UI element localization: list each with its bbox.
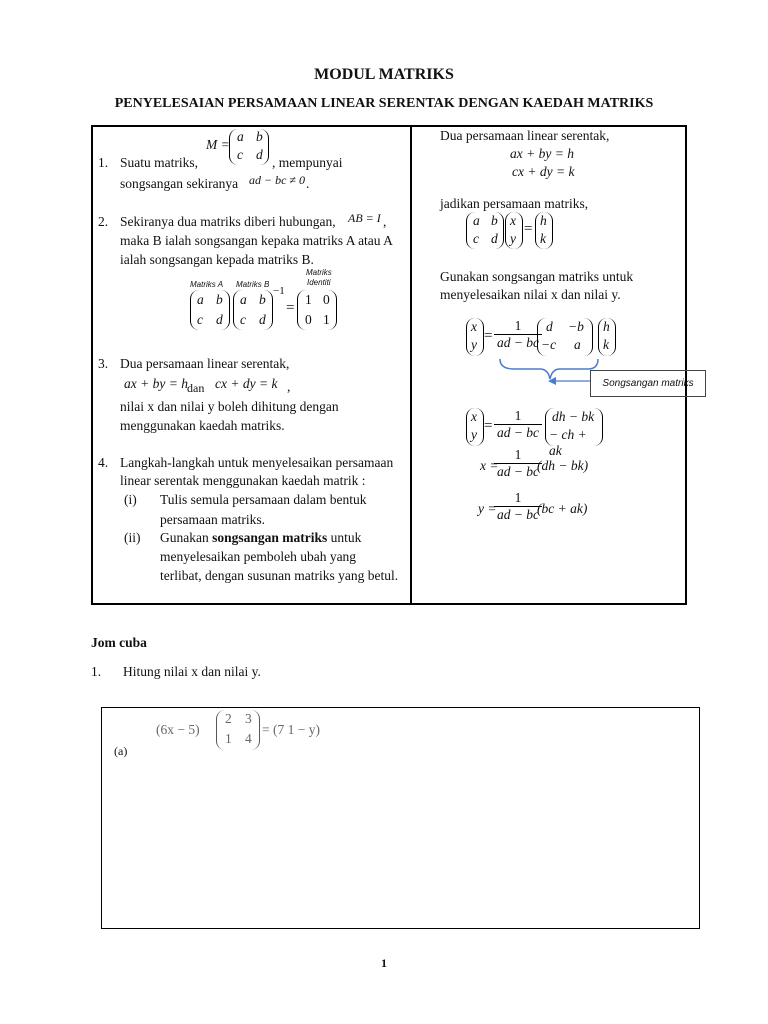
x-expression: (dh − bk) (537, 458, 589, 473)
question-number: 1. (91, 664, 102, 679)
item-2-line1: Sekiranya dua matriks diberi hubungan, (120, 214, 336, 229)
frac-den: ad − bc (496, 507, 540, 522)
fraction-x (494, 447, 542, 480)
matrix-hk (535, 212, 553, 249)
item-3-line4: menggunakan kaedah matriks. (120, 418, 285, 433)
matrix-m (229, 129, 269, 165)
cell-y: y (471, 337, 477, 352)
songsangan-callout: Songsangan matriks (590, 370, 706, 397)
cell-c: c (197, 312, 203, 327)
page-title: MODUL MATRIKS (314, 66, 454, 83)
cell-b: b (216, 292, 223, 307)
matrix-adjugate (537, 318, 593, 356)
item-3-dan: dan (187, 381, 205, 395)
cell-22: 4 (245, 731, 252, 746)
matrix-coef (466, 212, 504, 249)
item-2-number: 2. (98, 214, 109, 229)
item-2-line2: maka B ialah songsangan kepaka matriks A atau A (120, 233, 393, 248)
cell-a: a (574, 337, 581, 352)
cell-b: b (256, 129, 263, 144)
y-equals: y = (478, 501, 497, 516)
item-4-sub2-line1 (160, 530, 361, 546)
matrix-hk-2 (598, 318, 616, 356)
item-2-line3: ialah songsangan kepada matriks B. (120, 252, 314, 267)
cell-a: a (473, 213, 480, 228)
item-3-comma: , (287, 379, 291, 394)
right-eq2: cx + dy = k (512, 164, 575, 179)
cell-k: k (603, 337, 609, 352)
fraction-y (494, 490, 542, 523)
matrix-b (233, 290, 273, 330)
item-4-number: 4. (98, 455, 109, 470)
frac-num: 1 (494, 490, 542, 507)
cell-a: a (240, 292, 247, 307)
right-eq1: ax + by = h (510, 146, 574, 161)
label-matriks-identiti-2: Identiti (307, 278, 331, 287)
label-matriks-a: Matriks A (190, 280, 224, 289)
cell-d: d (259, 312, 266, 327)
item-4-sub2-c: terlibat, dengan susunan matriks yang betul. (160, 568, 399, 583)
matrix-xy-3 (466, 408, 484, 446)
cell-a: a (197, 292, 204, 307)
item-4-sub2-bold: songsangan matriks (212, 530, 328, 545)
item-1-tail: . (306, 176, 310, 191)
item-4-sub2-pre: Gunakan (160, 530, 209, 545)
brace-shape (500, 359, 598, 379)
equals-sign: = (524, 221, 533, 237)
cell-12: 0 (323, 292, 330, 307)
item-4-line1: Langkah-langkah untuk menyelesaikan persamaan (120, 455, 394, 470)
equals-sign: = (484, 418, 493, 434)
table-divider (410, 125, 412, 605)
cell-b: b (259, 292, 266, 307)
matrix-xy-2 (466, 318, 484, 356)
cell-12: 3 (245, 711, 252, 726)
fraction-result (494, 408, 542, 441)
right-line4: menyelesaikan nilai x dan nilai y. (440, 287, 621, 302)
cell-c: c (237, 147, 243, 162)
item-3-eq1: ax + by = h (124, 376, 188, 391)
frac-num: 1 (494, 447, 542, 464)
item-2-relation: AB = I (348, 211, 381, 225)
cell-k: k (540, 231, 546, 246)
equals-sign: = (484, 328, 493, 344)
item-4-line2: linear serentak menggunakan kaedah matrik : (120, 473, 366, 488)
cell-neg-b: −b (568, 319, 584, 334)
part-a-label: (a) (114, 744, 128, 758)
cell-d: d (216, 312, 223, 327)
cell-y: y (510, 231, 516, 246)
cell-11: 2 (225, 711, 232, 726)
cell-21: 0 (305, 312, 312, 327)
right-line2: jadikan persamaan matriks, (440, 196, 589, 211)
item-3-line3: nilai x dan nilai y boleh dihitung dengan (120, 399, 339, 414)
item-4-sub2-number: (ii) (124, 530, 141, 545)
question-text: Hitung nilai x dan nilai y. (123, 664, 261, 679)
cell-11: 1 (305, 292, 312, 307)
right-line1: Dua persamaan linear serentak, (440, 128, 610, 143)
eq-row-matrix: (6x − 5) (156, 722, 200, 737)
cell-d: d (256, 147, 263, 162)
item-4-sub2-post: untuk (330, 530, 362, 545)
cell-b: b (491, 213, 498, 228)
frac-den: ad − bc (496, 464, 540, 479)
exercise-heading: Jom cuba (91, 635, 147, 650)
inverse-exponent: −1 (273, 285, 285, 297)
eq-rhs: = (7 1 − y) (262, 722, 320, 737)
frac-num: 1 (494, 318, 542, 335)
cell-a: a (237, 129, 244, 144)
item-3-eq2: cx + dy = k (215, 376, 278, 391)
item-3-line1: Dua persamaan linear serentak, (120, 356, 290, 371)
item-1-text-a: Suatu matriks, (120, 155, 198, 170)
item-4-sub1-b: persamaan matriks. (160, 512, 265, 527)
item-1-text-c: songsangan sekiranya (120, 176, 239, 191)
frac-num: 1 (494, 408, 542, 425)
matrix-m-label: M = (206, 137, 230, 152)
answer-box[interactable] (101, 707, 700, 929)
cell-neg-c: −c (541, 337, 557, 352)
frac-den: ad − bc (496, 335, 540, 350)
matrix-result (545, 408, 603, 458)
fraction-inverse (494, 318, 542, 351)
y-expression: (bc + ak) (537, 501, 588, 516)
cell-y: y (471, 427, 477, 442)
matrix-xy (505, 212, 523, 249)
cell-bottom: − ch + ak (549, 427, 587, 458)
page-subtitle: PENYELESAIAN PERSAMAAN LINEAR SERENTAK DENGAN KAEDAH MATRIKS (114, 96, 654, 111)
item-4-sub1-a: Tulis semula persamaan dalam bentuk (160, 492, 367, 507)
x-equals: x = (480, 458, 499, 473)
item-3-number: 3. (98, 356, 109, 371)
cell-d: d (546, 319, 553, 334)
item-2-comma: , (383, 214, 387, 229)
cell-21: 1 (225, 731, 232, 746)
cell-22: 1 (323, 312, 330, 327)
right-line3: Gunakan songsangan matriks untuk (440, 269, 634, 284)
label-matriks-b: Matriks B (236, 280, 270, 289)
cell-h: h (603, 319, 610, 334)
cell-x: x (471, 409, 477, 424)
cell-h: h (540, 213, 547, 228)
item-1-condition: ad − bc ≠ 0 (249, 173, 306, 187)
label-matriks-identiti-1: Matriks (306, 268, 332, 277)
item-4-sub1-number: (i) (124, 492, 137, 507)
item-4-sub2-b: menyelesaikan pemboleh ubah yang (160, 549, 357, 564)
equals-sign: = (286, 300, 295, 316)
frac-den: ad − bc (496, 425, 540, 440)
cell-c: c (240, 312, 246, 327)
cell-c: c (473, 231, 479, 246)
cell-x: x (471, 319, 477, 334)
exercise-matrix (216, 710, 260, 750)
item-1-number: 1. (98, 155, 109, 170)
cell-top: dh − bk (552, 409, 595, 424)
matrix-a (190, 290, 230, 330)
matrix-identity (297, 290, 337, 330)
cell-d: d (491, 231, 498, 246)
page-number: 1 (381, 956, 387, 970)
item-1-text-b: , mempunyai (272, 155, 343, 170)
cell-x: x (510, 213, 516, 228)
